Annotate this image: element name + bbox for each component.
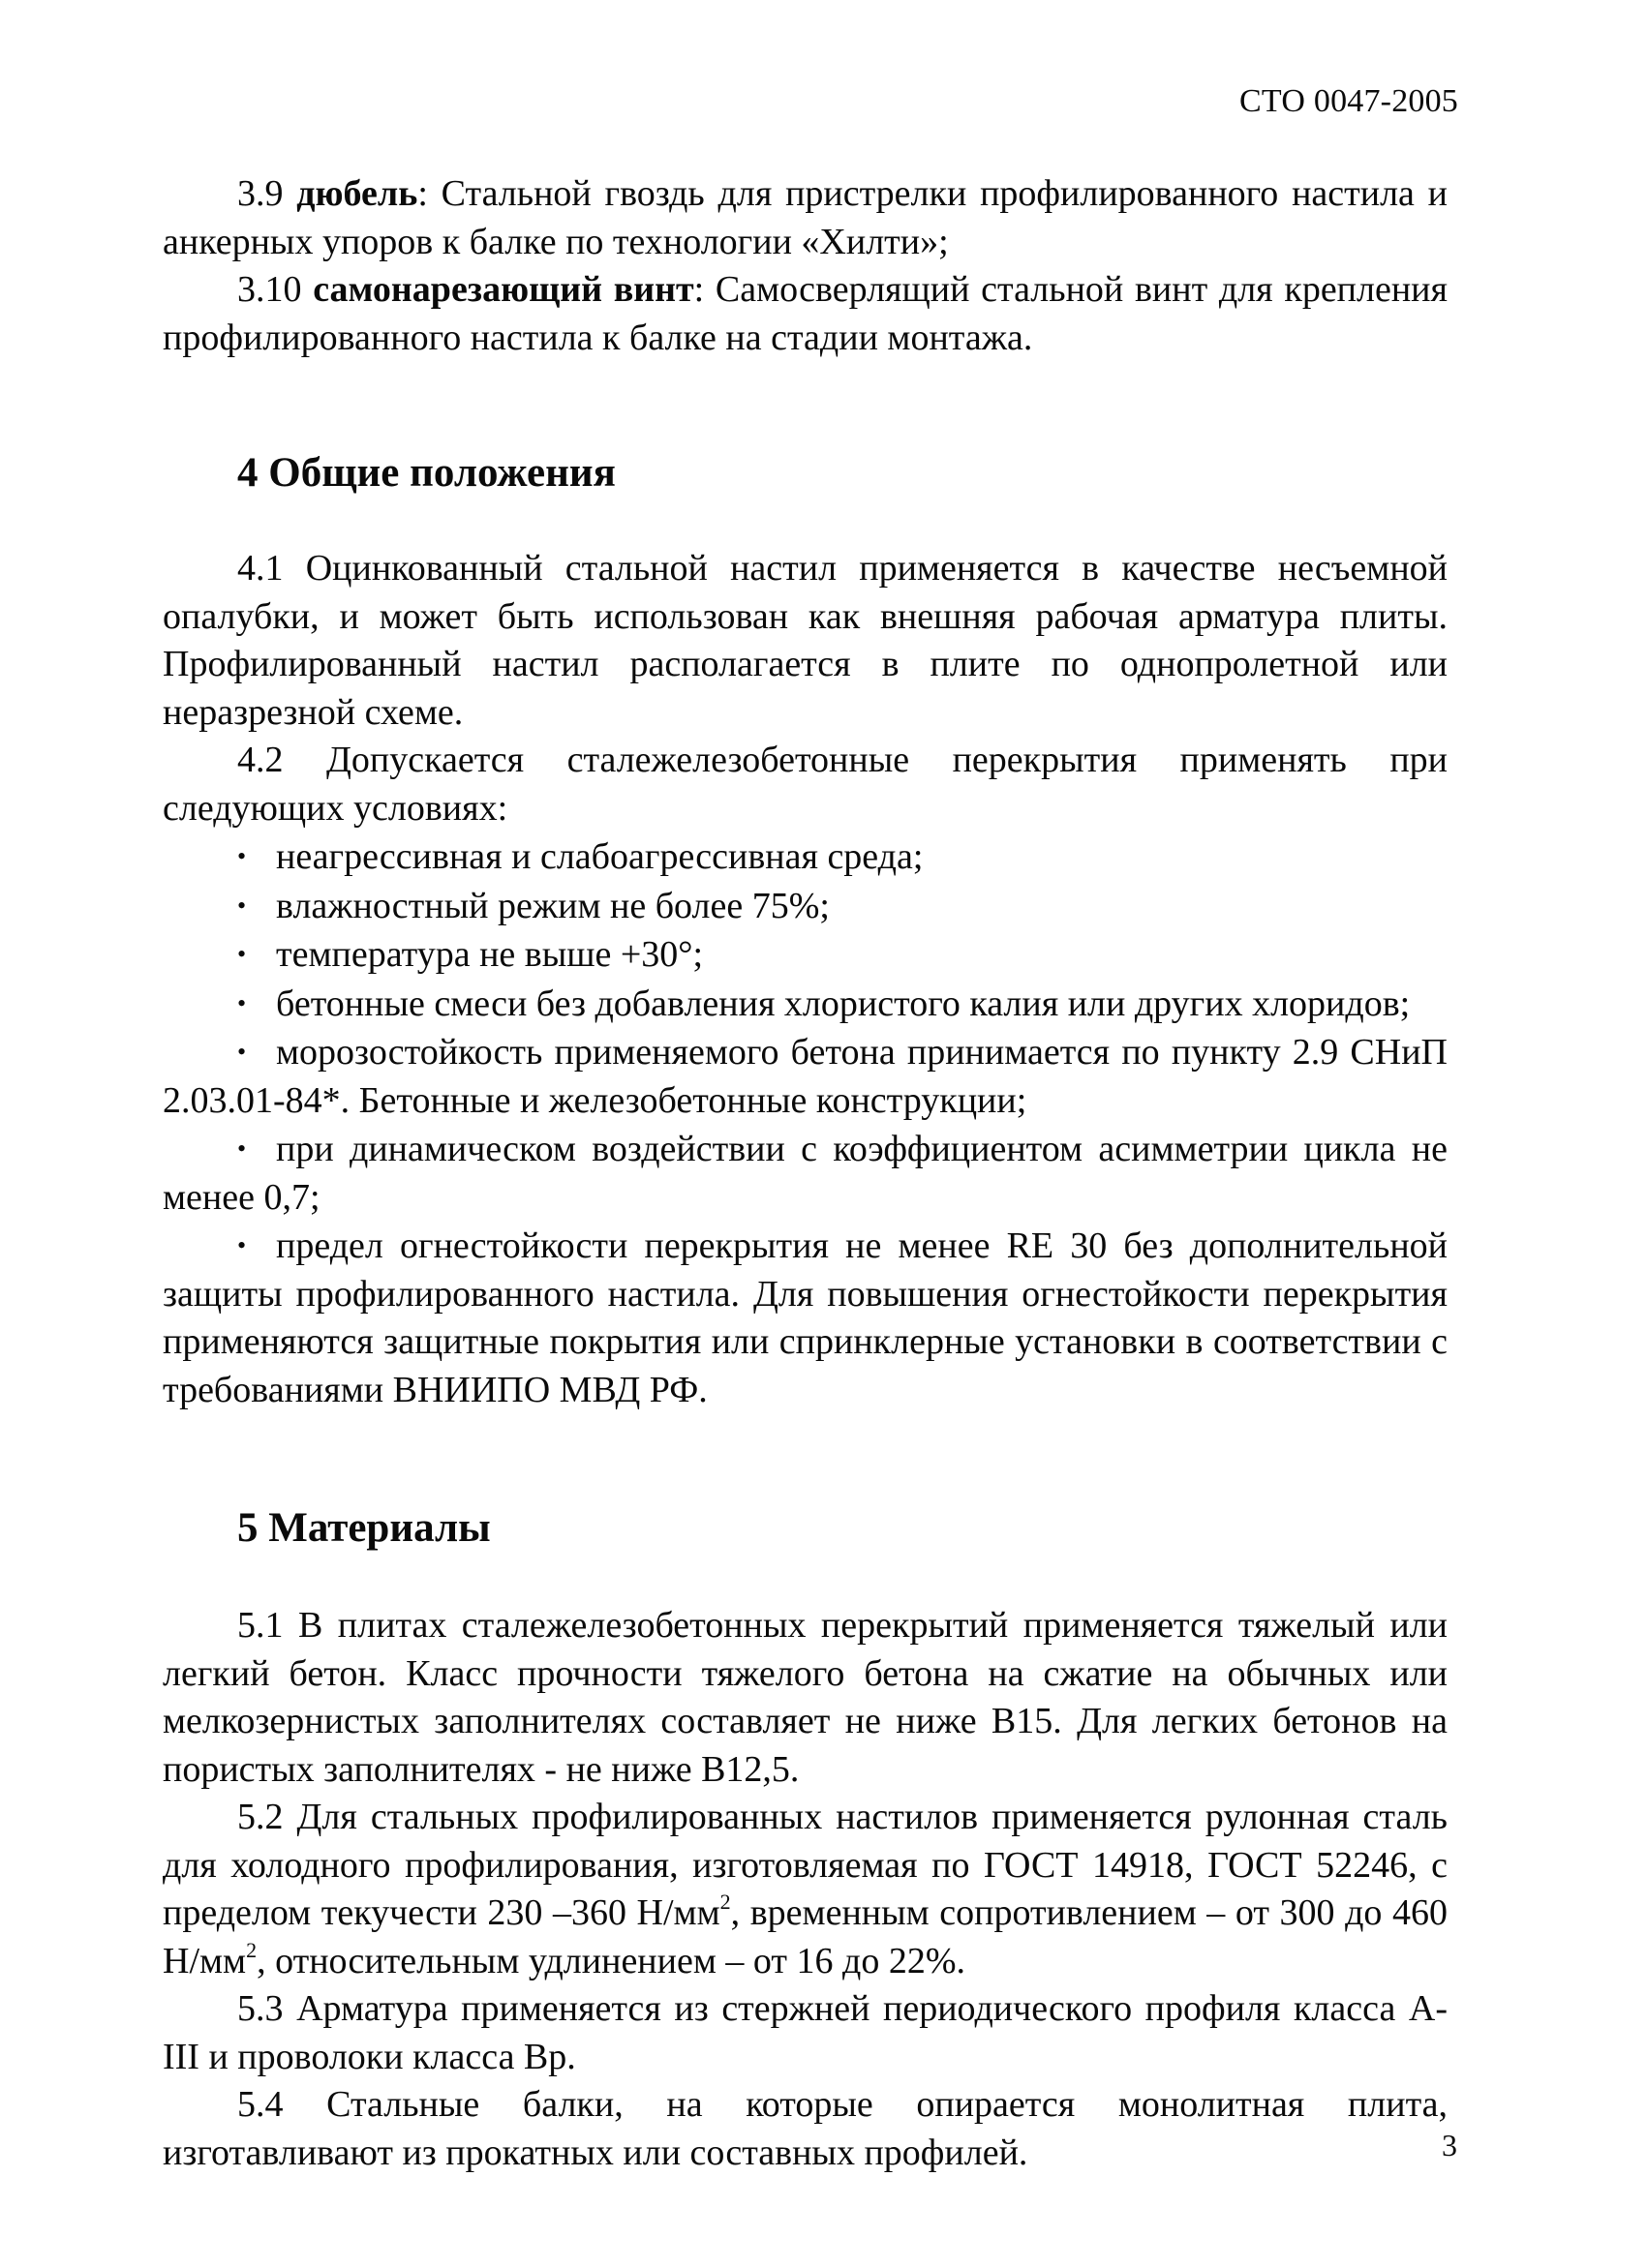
list-item-text: температура не выше +30°; [276, 934, 704, 975]
list-item-text: при динамическом воздействии с коэффициентом асимметрии цикла не менее 0,7; [163, 1129, 1448, 1218]
paragraph-5-4: 5.4 Стальные балки, на которые опирается монолитная плита, изготавливают из прокатных или составных профилей. [163, 2084, 1448, 2173]
definition-3-9 [163, 170, 1448, 266]
list-item-text: предел огнестойкости перекрытия не менее RE 30 без дополнительной защиты профилированного настила. Для повышения огнестойкости перекрытия применяются защитные покрытия или спринклерные установки в соответствии с требованиями ВНИИПО МВД РФ. [163, 1225, 1448, 1410]
list-item-text: неагрессивная и слабоагрессивная среда; [276, 836, 924, 877]
list-item [163, 1222, 1448, 1414]
definition-number: 3.10 [237, 269, 302, 310]
list-item [163, 930, 1448, 980]
list-item [163, 980, 1448, 1029]
superscript: 2 [246, 1937, 258, 1962]
definition-term: самонарезающий винт [313, 269, 694, 310]
bullet-icon: • [237, 1134, 247, 1163]
definition-3-10 [163, 266, 1448, 362]
bullet-icon: • [237, 1231, 247, 1259]
definition-text: : Самосверлящий стальной винт для крепления профилированного настила к балке на стадии монтажа. [163, 269, 1448, 358]
conditions-list [163, 832, 1448, 1414]
list-item-text: морозостойкость применяемого бетона принимается по пункту 2.9 СНиП 2.03.01-84*. Бетонные и железобетонные конструкции; [163, 1032, 1448, 1121]
superscript: 2 [719, 1890, 731, 1914]
bullet-icon: • [237, 1038, 247, 1066]
list-item [163, 832, 1448, 882]
paragraph-text: , временным сопротивлением – от 300 до 460 Н/мм [163, 1892, 1448, 1981]
definition-term: дюбель [296, 173, 418, 214]
document-code: СТО 0047-2005 [1239, 83, 1458, 119]
bullet-icon: • [237, 940, 247, 968]
list-item-text: влажностный режим не более 75%; [276, 885, 830, 926]
list-item [163, 1125, 1448, 1222]
section-5-heading: 5 Материалы [237, 1505, 491, 1551]
paragraph-5-2 [163, 1794, 1448, 1985]
list-item-text: бетонные смеси без добавления хлористого калия или других хлоридов; [276, 983, 1411, 1024]
list-item [163, 882, 1448, 931]
paragraph-4-1: 4.1 Оцинкованный стальной настил применяется в качестве несъемной опалубки, и может быть использован как внешняя рабочая арматура плиты. Профилированный настил располагается в плите по однопролетной или неразрезной схеме. [163, 548, 1448, 733]
page-number: 3 [1442, 2128, 1457, 2162]
bullet-icon: • [237, 891, 247, 920]
definition-text: : Стальной гвоздь для пристрелки профилированного настила и анкерных упоров к балке по технологии «Хилти»; [163, 173, 1449, 262]
list-item [163, 1028, 1448, 1125]
paragraph-text: , относительным удлинением – от 16 до 22%. [257, 1940, 965, 1981]
bullet-icon: • [237, 988, 247, 1017]
paragraph-5-1: 5.1 В плитах сталежелезобетонных перекрытий применяется тяжелый или легкий бетон. Класс прочности тяжелого бетона на сжатие на обычных или мелкозернистых заполнителях составляет не ниже В15. Для легких бетонов на пористых заполнителях - не ниже В12,5. [163, 1605, 1448, 1790]
page-content [163, 170, 1448, 2177]
paragraph-5-3: 5.3 Арматура применяется из стержней периодического профиля класса А-III и проволоки класса Вр. [163, 1988, 1448, 2077]
section-4-heading: 4 Общие положения [237, 450, 616, 496]
paragraph-4-2: 4.2 Допускается сталежелезобетонные перекрытия применять при следующих условиях: [163, 740, 1448, 829]
paragraph-text: 5.2 Для стальных профилированных настилов применяется рулонная сталь для холодного профилирования, изготовляемая по ГОСТ 14918, ГОСТ 52246, с пределом текучести 230 –360 Н/мм [163, 1797, 1448, 1933]
bullet-icon: • [237, 842, 247, 870]
definition-number: 3.9 [237, 173, 284, 214]
